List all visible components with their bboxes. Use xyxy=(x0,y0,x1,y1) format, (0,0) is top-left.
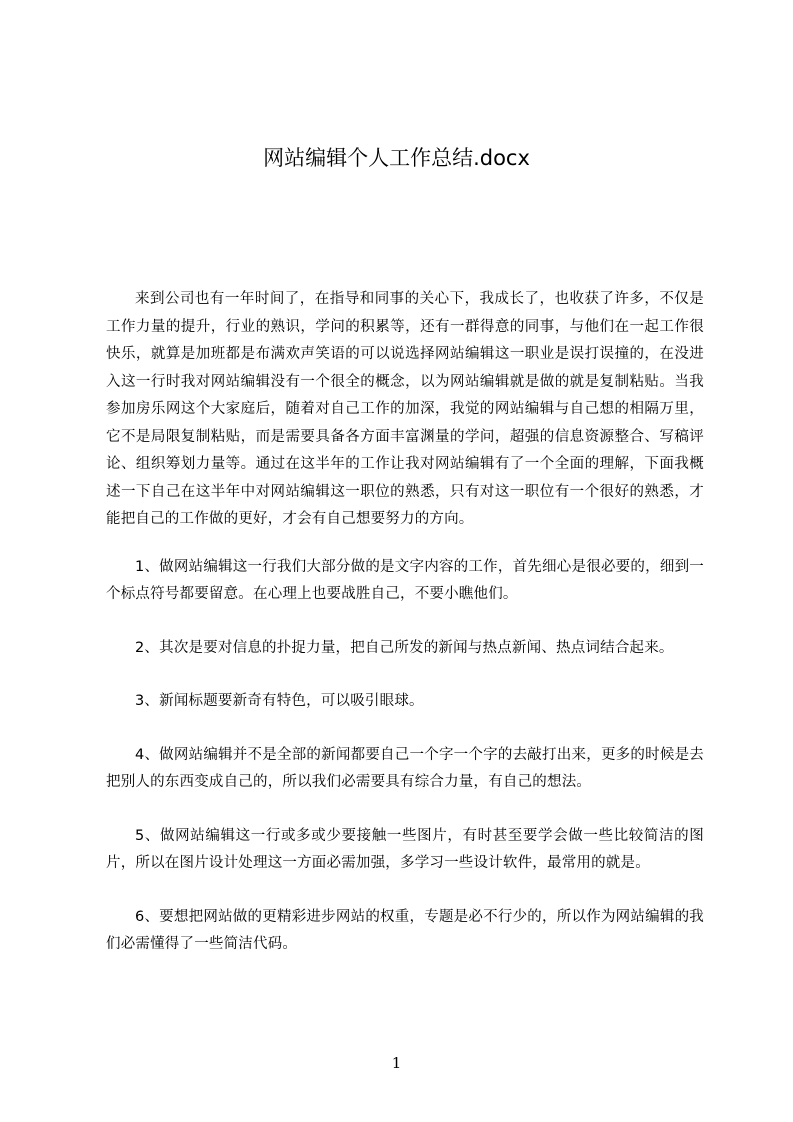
list-item-1: 1、做网站编辑这一行我们大部分做的是文字内容的工作，首先细心是很必要的，细到一个标点符号都要留意。在心理上也要战胜自己，不要小瞧他们。 xyxy=(106,558,704,602)
list-item-2: 2、其次是要对信息的扑捉力量，把自己所发的新闻与热点新闻、热点词结合起来。 xyxy=(135,639,674,656)
intro-paragraph: 来到公司也有一年时间了，在指导和同事的关心下，我成长了，也收获了许多，不仅是工作力量的提升，行业的熟识，学问的积累等，还有一群得意的同事，与他们在一起工作很快乐，就算是加班都是布满欢声笑语的可以说选择网站编辑这一职业是误打误撞的，在没进入这一行时我对网站编辑没有一个很全的概念，以为网站编辑就是做的就是复制粘贴。当我参加房乐网这个大家庭后，随着对自己工作的加深，我觉的网站编辑与自己想的相隔万里，它不是局限复制粘贴，而是需要具备各方面丰富渊量的学问，超强的信息资源整合、写稿评论、组织筹划力量等。通过在这半年的工作让我对网站编辑有了一个全面的理解，下面我概述一下自己在这半年中对网站编辑这一职位的熟悉，只有对这一职位有一个很好的熟悉，才能把自己的工作做的更好，才会有自己想要努力的方向。 xyxy=(106,291,704,527)
list-item-5: 5、做网站编辑这一行或多或少要接触一些图片，有时甚至要学会做一些比较简洁的图片，所以在图片设计处理这一方面必需加强，多学习一些设计软件，最常用的就是。 xyxy=(106,827,704,871)
list-item-6: 6、要想把网站做的更精彩进步网站的权重，专题是必不行少的，所以作为网站编辑的我们必需懂得了一些简洁代码。 xyxy=(106,908,704,952)
document-body xyxy=(106,286,704,985)
document-title: 网站编辑个人工作总结.docx xyxy=(263,146,530,170)
list-item-3: 3、新闻标题要新奇有特色，可以吸引眼球。 xyxy=(135,693,424,709)
list-item-4: 4、做网站编辑并不是全部的新闻都要自己一个字一个字的去敲打出来，更多的时候是去把别人的东西变成自己的，所以我们必需要具有综合力量，有自己的想法。 xyxy=(106,746,704,790)
page-number: 1 xyxy=(391,1054,402,1072)
